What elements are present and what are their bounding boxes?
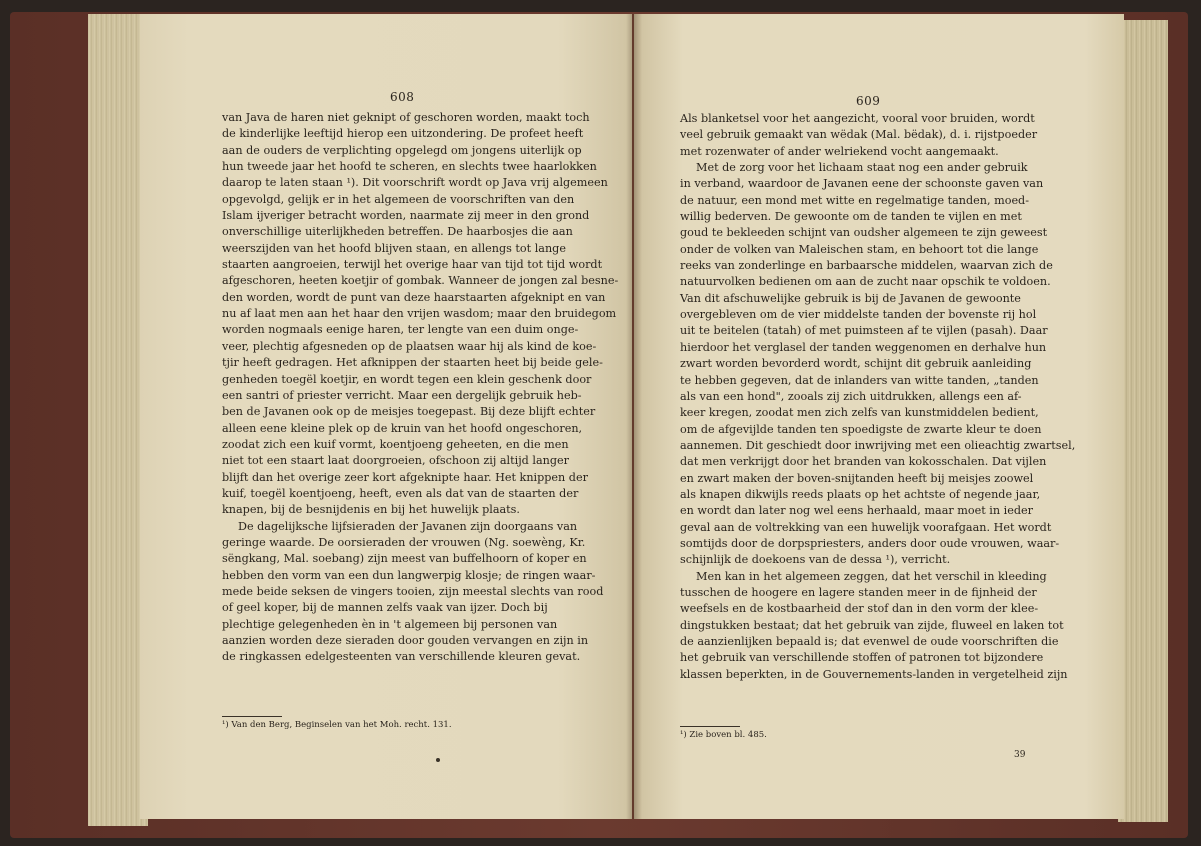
text-line: dingstukken bestaat; dat het gebruik van zijde, fluweel en laken tot [680,618,1064,632]
text-line: de aanzienlijken bepaald is; dat evenwel de oude voorschriften die [680,635,1059,648]
text-line: zoodat zich een kuif vormt, koentjoeng geheeten, en die men [222,437,569,451]
right-page [634,14,1124,819]
text-line: van Java de haren niet geknipt of geschoren worden, maakt toch [222,111,590,124]
text-line: afgeschoren, heeten koetjir of gombak. Wanneer de jongen zal besne- [222,274,619,288]
text-line: blijft dan het overige zeer kort afgeknipte haar. Het knippen der [222,470,588,484]
text-line: ben de Javanen ook op de meisjes toegepast. Bij deze blijft echter [222,405,596,419]
text-line: hierdoor het verglasel der tanden weggenomen en derhalve hun [680,340,1047,354]
page-edges-right [1118,20,1168,822]
text-line: dat men verkrijgt door het branden van kokosschalen. Dat vijlen [680,455,1047,469]
text-line: te hebben gegeven, dat de inlanders van witte tanden, „tanden [680,373,1039,387]
text-line: onverschillige uiterlijkheden betreffen. De haarbosjes die aan [222,225,573,239]
text-line: opgevolgd, gelijk er in het algemeen de voorschriften van den [222,192,575,206]
text-line: alleen eene kleine plek op de kruin van het hoofd ongeschoren, [222,421,583,435]
text-line: Islam ijveriger betracht worden, naarmate zij meer in den grond [222,209,590,223]
text-line: weerszijden van het hoofd blijven staan, en allengs tot lange [222,241,566,255]
text-line: de ringkassen edelgesteenten van verschillende kleuren gevat. [222,650,581,664]
text-line: natuurvolken bedienen om aan de zucht naar opschik te voldoen. [680,275,1051,289]
text-line: veer, plechtig afgesneden op de plaatsen waar hij als kind de koe- [222,339,597,353]
text-line: weefsels en de kostbaarheid der stof dan in den vorm der klee- [680,602,1039,616]
footnote-rule-left [222,716,282,717]
text-line: genheden toegël koetjir, en wordt tegen een klein geschenk door [222,372,592,386]
text-line: onder de volken van Maleischen stam, en behoort tot die lange [680,242,1039,256]
left-page-text [222,110,619,666]
text-line: in verband, waardoor de Javanen eene der schoonste gaven van [680,177,1044,191]
text-line: aanzien worden deze sieraden door gouden vervangen en zijn in [222,634,589,647]
text-line: het gebruik van verschillende stoffen of patronen tot bijzondere [680,651,1044,665]
text-line: goud te bekleeden schijnt van oudsher algemeen te zijn geweest [680,226,1048,240]
text-line: Men kan in het algemeen zeggen, dat het verschil in kleeding [696,569,1047,583]
footnote-right: ¹) Zie boven bl. 485. [680,730,767,740]
text-line: nu af laat men aan het haar den vrijen wasdom; maar den bruidegom [222,307,617,321]
text-line: somtijds door de dorpspriesters, anders door oude vrouwen, waar- [680,536,1060,550]
page-number-right: 609 [856,94,881,108]
text-line: als knapen dikwijls reeds plaats op het achtste of negende jaar, [680,487,1041,501]
signature-mark: 39 [1014,750,1026,760]
book-gutter [626,14,642,819]
text-line: Met de zorg voor het lichaam staat nog een ander gebruik [696,161,1028,175]
text-line: overgebleven om de vier middelste tanden der bovenste rij hol [680,308,1037,322]
text-line: Als blanketsel voor het aangezicht, vooral voor bruiden, wordt [680,112,1035,125]
right-page-text [680,111,1076,683]
text-line: reeks van zonderlinge en barbaarsche middelen, waarvan zich de [680,259,1053,273]
text-line: zwart worden bevorderd wordt, schijnt dit gebruik aanleiding [680,357,1032,371]
text-line: niet tot een staart laat doorgroeien, ofschoon zij altijd langer [222,454,569,468]
text-line: Van dit afschuwelijke gebruik is bij de Javanen de gewoonte [680,291,1021,305]
text-line: keer kregen, zoodat men zich zelfs van kunstmiddelen bedient, [680,406,1039,420]
text-line: tusschen de hoogere en lagere standen meer in de fijnheid der [680,585,1037,599]
text-line: daarop te laten staan ¹). Dit voorschrift wordt op Java vrij algemeen [222,176,608,190]
text-line: geval aan de voltrekking van een huwelijk voorafgaan. Het wordt [680,520,1052,534]
footnote-rule-right [680,726,740,727]
text-line: aan de ouders de verplichting opgelegd om jongens uiterlijk op [222,143,582,157]
ink-spot [436,758,440,762]
text-line: veel gebruik gemaakt van wëdak (Mal. bëdak), d. i. rijstpoeder [680,128,1038,142]
text-line: of geel koper, bij de mannen zelfs vaak van ijzer. Doch bij [222,601,548,615]
text-line: knapen, bij de besnijdenis en bij het huwelijk plaats. [222,503,520,517]
text-line: om de afgevijlde tanden ten spoedigste de zwarte kleur te doen [680,422,1042,436]
text-line: en wordt dan later nog wel eens herhaald, maar moet in ieder [680,504,1033,518]
text-line: de kinderlijke leeftijd hierop een uitzondering. De profeet heeft [222,127,584,141]
text-line: tjir heeft gedragen. Het afknippen der staarten heet bij beide gele- [222,356,603,370]
text-line: hebben den vorm van een dun langwerpig klosje; de ringen waar- [222,568,596,582]
text-line: den worden, wordt de punt van deze haarstaarten afgeknipt en van [222,290,606,304]
text-line: een santri of priester verricht. Maar een dergelijk gebruik heb- [222,388,582,402]
text-line: hun tweede jaar het hoofd te scheren, en slechts twee haarlokken [222,160,597,174]
text-line: worden nogmaals eenige haren, ter lengte van een duim onge- [222,323,579,337]
text-line: sëngkang, Mal. soebang) zijn meest van buffelhoorn of koper en [222,552,587,566]
text-line: de natuur, een mond met witte en regelmatige tanden, moed- [680,193,1030,207]
page-edges-left [88,14,148,826]
text-line: De dagelijksche lijfsieraden der Javanen zijn doorgaans van [238,519,578,533]
text-line: mede beide seksen de vingers tooien, zijn meestal slechts van rood [222,584,604,598]
text-line: klassen beperkten, in de Gouvernements-landen in vergetelheid zijn [680,667,1068,681]
footnote-left: ¹) Van den Berg, Beginselen van het Moh. recht. 131. [222,720,452,730]
text-line: staarten aangroeien, terwijl het overige haar van tijd tot tijd wordt [222,258,603,272]
text-line: uit te beitelen (tatah) of met puimsteen af te vijlen (pasah). Daar [680,324,1048,338]
text-line: willig bederven. De gewoonte om de tanden te vijlen en met [680,210,1022,224]
text-line: en zwart maken der boven-snijtanden heeft bij meisjes zoowel [680,471,1034,485]
text-line: plechtige gelegenheden èn in 't algemeen bij personen van [222,617,558,631]
text-line: aannemen. Dit geschiedt door inwrijving met een olieachtig zwartsel, [680,438,1076,452]
text-line: geringe waarde. De oorsieraden der vrouwen (Ng. soewèng, Kr. [222,535,586,549]
text-line: met rozenwater of ander welriekend vocht aangemaakt. [680,144,999,158]
text-line: schijnlijk de doekoens van de dessa ¹), verricht. [680,553,951,567]
text-line: als van een hond", zooals zij zich uitdrukken, allengs een af- [680,389,1022,403]
text-line: kuif, toegël koentjoeng, heeft, even als dat van de staarten der [222,486,579,500]
page-number-left: 608 [390,90,415,104]
left-page [140,14,632,819]
